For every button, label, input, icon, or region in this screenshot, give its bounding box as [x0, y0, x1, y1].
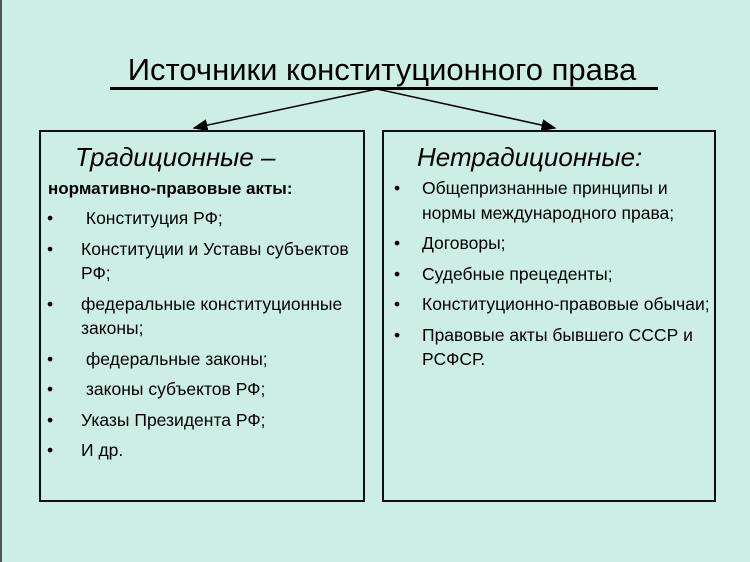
list-item — [47, 377, 357, 402]
bullet-icon: • — [47, 348, 54, 369]
list-item — [47, 237, 357, 286]
bullet-icon: • — [47, 440, 54, 460]
list-item-text: Общепризнанные принципы и нормы международного права; — [422, 178, 675, 223]
nontraditional-list — [394, 176, 714, 378]
bullet-icon: • — [47, 379, 54, 399]
bullet-icon: • — [47, 293, 54, 314]
list-item — [47, 292, 357, 341]
list-item — [47, 206, 357, 231]
bullet-icon: • — [394, 263, 401, 284]
list-item-text: Конституционно-правовые обычаи; — [422, 294, 710, 314]
traditional-list — [47, 206, 357, 469]
nontraditional-heading: Нетрадиционные: — [417, 142, 643, 172]
bullet-icon: • — [47, 238, 54, 259]
list-item — [47, 438, 357, 463]
list-item — [47, 408, 357, 433]
bullet-icon: • — [394, 324, 401, 345]
list-item — [394, 262, 714, 287]
list-item-text: Договоры; — [422, 233, 506, 253]
list-item-text: Правовые акты бывшего СССР и РСФСР. — [422, 324, 698, 369]
nontraditional-sources-box — [382, 130, 716, 502]
list-item-text: Судебные прецеденты; — [422, 263, 613, 284]
list-item-text: Конституция РФ; — [81, 208, 223, 228]
list-item — [47, 347, 357, 372]
traditional-sources-box — [39, 130, 365, 502]
bullet-icon: • — [47, 208, 54, 228]
list-item — [394, 176, 714, 225]
list-item — [394, 292, 714, 317]
list-item-text: И др. — [81, 440, 124, 460]
list-item-text: законы субъектов РФ; — [81, 379, 266, 399]
list-item — [394, 323, 714, 372]
traditional-heading: Традиционные – — [75, 142, 276, 172]
list-item-text: Указы Президента РФ; — [81, 409, 266, 430]
arrow-right — [377, 89, 555, 128]
bullet-icon: • — [47, 409, 54, 430]
bullet-icon: • — [394, 178, 401, 198]
list-item — [394, 231, 714, 256]
list-item-text: Конституции и Уставы субъектов РФ; — [81, 238, 354, 283]
list-item-text: федеральные законы; — [81, 348, 268, 369]
list-item-text: федеральные конституционные законы; — [81, 293, 348, 338]
slide-title: Источники конституционного права — [127, 52, 637, 87]
bullet-icon: • — [394, 233, 401, 253]
arrow-left — [194, 89, 377, 128]
bullet-icon: • — [394, 294, 401, 314]
traditional-subheading: нормативно-правовые акты: — [48, 179, 293, 198]
